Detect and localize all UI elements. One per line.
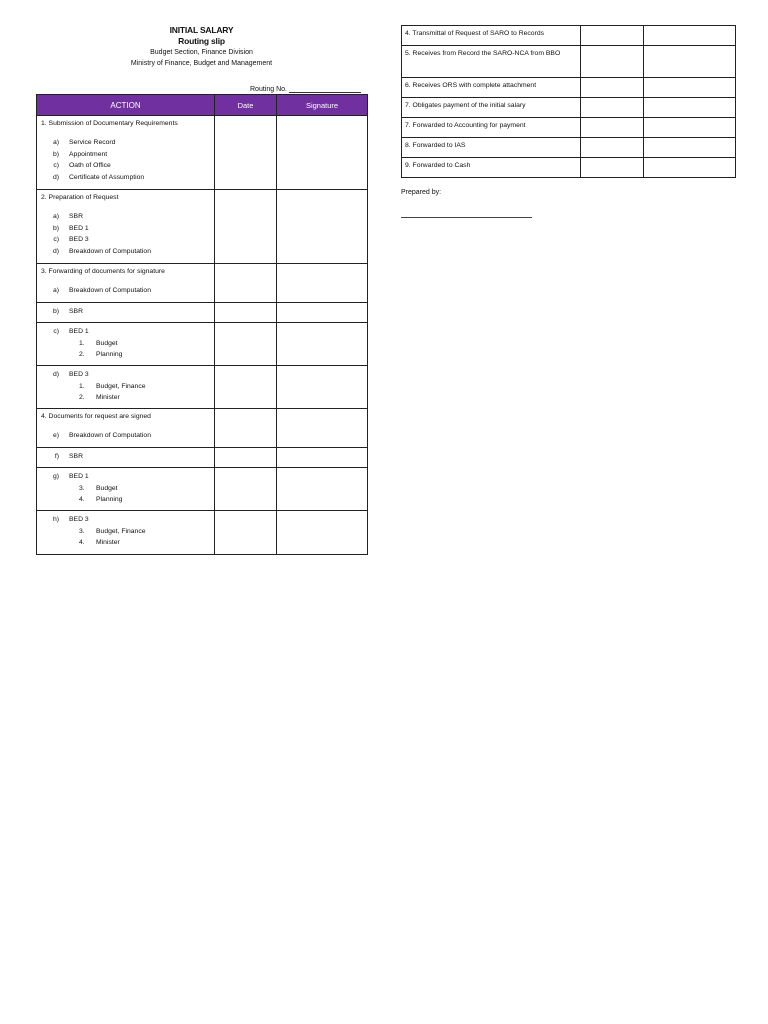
signature-cell[interactable] xyxy=(644,158,736,178)
table-row xyxy=(37,366,368,409)
signature-cell[interactable] xyxy=(644,98,736,118)
item-text: Appointment xyxy=(69,150,108,158)
sub-item-text: Planning xyxy=(96,496,123,503)
action-cell xyxy=(37,511,215,555)
table-row xyxy=(37,448,368,468)
action-cell xyxy=(37,409,215,448)
sub-item-text: Minister xyxy=(96,539,120,546)
section-2-title: 2. Preparation of Request xyxy=(41,194,119,201)
item-marker: h) xyxy=(52,516,59,523)
signature-cell[interactable] xyxy=(277,448,368,468)
action-cell xyxy=(37,323,215,366)
item-marker: d) xyxy=(52,173,59,181)
date-cell[interactable] xyxy=(215,303,277,323)
list-item xyxy=(41,149,210,161)
action-table xyxy=(36,94,368,555)
list-item xyxy=(41,160,210,172)
date-cell[interactable] xyxy=(215,366,277,409)
sub-list-item xyxy=(41,537,210,549)
item-marker: a) xyxy=(52,213,59,220)
table-row xyxy=(37,190,368,264)
step-cell: 7. Obligates payment of the initial salary xyxy=(402,98,581,118)
date-cell[interactable] xyxy=(581,78,644,98)
step-cell: 4. Transmittal of Request of SARO to Records xyxy=(402,26,581,46)
action-cell xyxy=(37,366,215,409)
sub-item-text: Budget xyxy=(96,339,118,347)
signature-cell[interactable] xyxy=(277,116,368,190)
item-marker: b) xyxy=(52,224,59,232)
item-text: Breakdown of Computation xyxy=(69,247,151,255)
sub-item-number: 3. xyxy=(79,527,85,535)
table-row xyxy=(37,511,368,555)
item-text: BED 3 xyxy=(69,236,89,243)
signature-cell[interactable] xyxy=(277,366,368,409)
signature-cell[interactable] xyxy=(277,323,368,366)
item-marker: a) xyxy=(52,139,59,146)
item-text: BED 1 xyxy=(69,328,89,335)
sub-item-text: Minister xyxy=(96,394,120,401)
date-cell[interactable] xyxy=(215,116,277,190)
sub-list-item xyxy=(41,483,210,495)
item-marker: d) xyxy=(52,371,59,378)
routing-steps-table xyxy=(401,25,736,178)
table-row xyxy=(402,46,736,78)
sub-item-number: 4. xyxy=(79,539,85,546)
signature-cell[interactable] xyxy=(644,26,736,46)
signature-cell[interactable] xyxy=(644,78,736,98)
item-text: Service Record xyxy=(69,139,116,146)
document-subtitle: Routing slip xyxy=(178,36,225,46)
table-row xyxy=(37,323,368,366)
routing-label: Routing No. xyxy=(250,86,287,93)
item-text: Breakdown of Computation xyxy=(69,287,151,294)
item-marker: c) xyxy=(53,328,59,335)
date-cell[interactable] xyxy=(215,409,277,448)
sub-list-item xyxy=(41,338,210,350)
list-item xyxy=(41,514,210,526)
item-marker: e) xyxy=(52,432,59,439)
step-cell: 5. Receives from Record the SARO-NCA from BBO xyxy=(402,46,581,78)
sub-list-item xyxy=(41,494,210,506)
signature-cell[interactable] xyxy=(277,190,368,264)
item-text: BED 1 xyxy=(69,224,89,232)
signature-cell[interactable] xyxy=(644,46,736,78)
list-item xyxy=(41,223,210,235)
date-cell[interactable] xyxy=(581,46,644,78)
action-cell xyxy=(37,264,215,303)
date-cell[interactable] xyxy=(581,118,644,138)
date-cell[interactable] xyxy=(581,98,644,118)
sub-list-item xyxy=(41,349,210,361)
document-title: INITIAL SALARY xyxy=(169,25,234,35)
date-cell[interactable] xyxy=(215,190,277,264)
table-row xyxy=(402,118,736,138)
action-cell xyxy=(37,116,215,190)
item-text: Oath of Office xyxy=(69,162,111,169)
item-text: Certificate of Assumption xyxy=(69,173,145,181)
list-item xyxy=(41,172,210,184)
routing-number-field[interactable] xyxy=(289,84,361,93)
sub-item-number: 4. xyxy=(79,496,85,503)
action-cell xyxy=(37,448,215,468)
sub-item-text: Budget xyxy=(96,484,118,492)
item-marker: c) xyxy=(53,162,59,169)
sub-item-number: 1. xyxy=(79,339,85,347)
date-cell[interactable] xyxy=(581,26,644,46)
date-cell[interactable] xyxy=(581,138,644,158)
signature-cell[interactable] xyxy=(277,511,368,555)
routing-number xyxy=(250,84,361,93)
item-text: SBR xyxy=(69,213,83,220)
sub-item-number: 3. xyxy=(79,484,85,492)
list-item xyxy=(41,246,210,258)
step-cell: 6. Receives ORS with complete attachment xyxy=(402,78,581,98)
date-cell[interactable] xyxy=(581,158,644,178)
item-text: BED 3 xyxy=(69,516,89,523)
action-cell xyxy=(37,190,215,264)
prepared-by-label: Prepared by: xyxy=(401,189,442,196)
sub-item-number: 2. xyxy=(79,394,85,401)
list-item xyxy=(41,285,210,297)
sub-item-text: Budget, Finance xyxy=(96,527,146,535)
date-cell[interactable] xyxy=(215,468,277,511)
sub-list-item xyxy=(41,526,210,538)
sub-list-item xyxy=(41,392,210,404)
signature-header: Signature xyxy=(277,95,368,116)
list-item xyxy=(41,471,210,483)
item-marker: f) xyxy=(54,453,59,460)
section-3-title: 3. Forwarding of documents for signature xyxy=(41,268,165,275)
signature-cell[interactable] xyxy=(277,264,368,303)
item-marker: c) xyxy=(53,236,59,243)
action-cell xyxy=(37,468,215,511)
signature-cell[interactable] xyxy=(644,118,736,138)
list-item xyxy=(41,211,210,223)
item-text: BED 3 xyxy=(69,371,89,378)
list-item xyxy=(41,430,210,442)
section-name: Budget Section, Finance Division xyxy=(150,49,253,56)
action-header: ACTION xyxy=(37,95,215,116)
item-marker: g) xyxy=(52,473,59,480)
sub-item-number: 1. xyxy=(79,382,85,390)
item-marker: b) xyxy=(52,150,59,158)
list-item xyxy=(41,369,210,381)
date-cell[interactable] xyxy=(215,264,277,303)
list-item xyxy=(41,137,210,149)
item-text: SBR xyxy=(69,308,83,315)
table-row xyxy=(402,138,736,158)
item-marker: d) xyxy=(52,247,59,255)
table-row xyxy=(37,409,368,448)
date-cell[interactable] xyxy=(215,511,277,555)
sub-item-text: Budget, Finance xyxy=(96,382,146,390)
table-row xyxy=(402,26,736,46)
sub-list-item xyxy=(41,381,210,393)
step-cell: 9. Forwarded to Cash xyxy=(402,158,581,178)
ministry-name: Ministry of Finance, Budget and Management xyxy=(130,60,273,67)
date-header: Date xyxy=(215,95,277,116)
item-marker: a) xyxy=(52,287,59,294)
step-cell: 7. Forwarded to Accounting for payment xyxy=(402,118,581,138)
item-text: Breakdown of Computation xyxy=(69,432,151,439)
signature-cell[interactable] xyxy=(277,303,368,323)
table-row xyxy=(37,116,368,190)
document-header xyxy=(36,25,367,69)
table-row xyxy=(402,98,736,118)
list-item xyxy=(41,234,210,246)
date-cell[interactable] xyxy=(215,448,277,468)
signature-cell[interactable] xyxy=(277,468,368,511)
signature-cell[interactable] xyxy=(277,409,368,448)
section-4-title: 4. Documents for request are signed xyxy=(41,413,151,420)
table-row xyxy=(37,264,368,303)
list-item xyxy=(41,306,210,318)
list-item xyxy=(41,326,210,338)
table-row xyxy=(402,158,736,178)
table-row xyxy=(37,468,368,511)
date-cell[interactable] xyxy=(215,323,277,366)
sub-item-number: 2. xyxy=(79,351,85,358)
item-marker: b) xyxy=(52,308,59,315)
action-table-header xyxy=(37,95,368,116)
list-item xyxy=(41,451,210,463)
item-text: BED 1 xyxy=(69,473,89,480)
sub-item-text: Planning xyxy=(96,351,123,358)
prepared-by-signature-line[interactable] xyxy=(401,217,532,218)
signature-cell[interactable] xyxy=(644,138,736,158)
action-cell xyxy=(37,303,215,323)
table-row xyxy=(402,78,736,98)
item-text: SBR xyxy=(69,453,83,460)
step-cell: 8. Forwarded to IAS xyxy=(402,138,581,158)
table-row xyxy=(37,303,368,323)
section-1-title: 1. Submission of Documentary Requirements xyxy=(41,120,178,127)
